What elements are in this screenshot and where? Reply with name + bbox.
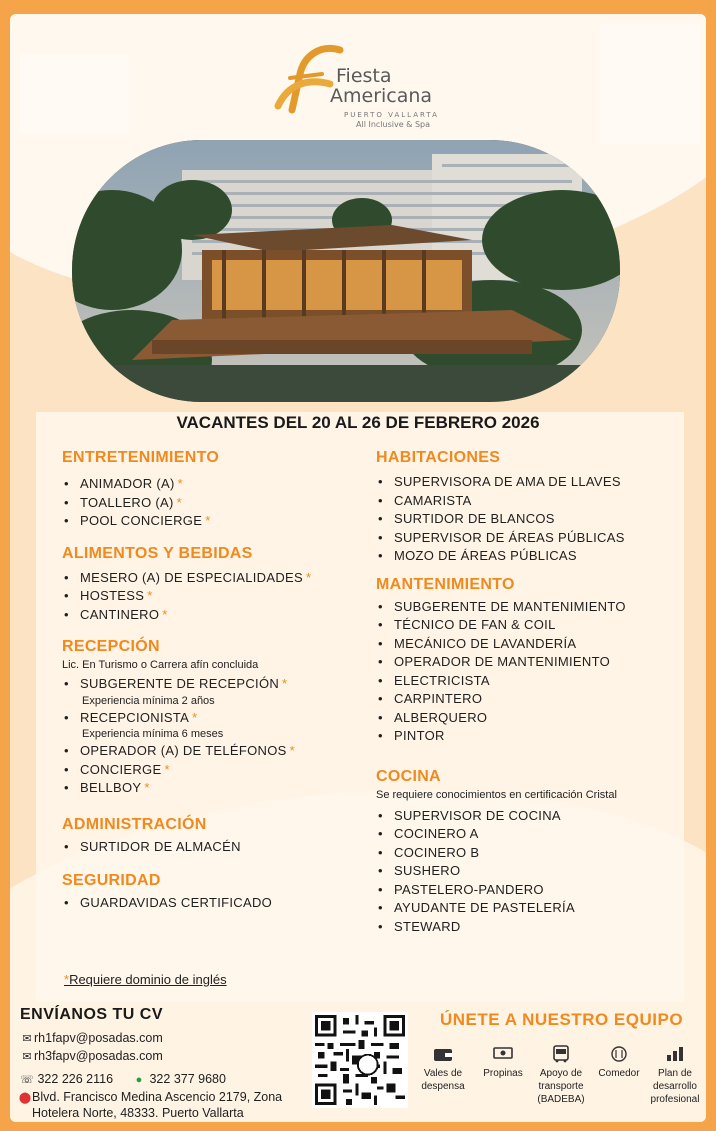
mail-icon: ✉ <box>22 1051 32 1063</box>
brand-tagline: All Inclusive & Spa <box>356 120 431 129</box>
whatsapp-icon: ● <box>135 1074 143 1086</box>
job-item: • COCINERO A <box>376 825 686 844</box>
job-item: • POOL CONCIERGE * <box>62 512 362 531</box>
job-item: • MOZO DE ÁREAS PÚBLICAS <box>376 547 686 566</box>
job-item: • BELLBOY * <box>62 779 362 798</box>
whatsapp-number[interactable]: 322 377 9680 <box>149 1072 226 1086</box>
job-item: • OPERADOR (A) DE TELÉFONOS * <box>62 742 362 761</box>
email-1[interactable] <box>20 1031 163 1045</box>
job-item: • MECÁNICO DE LAVANDERÍA <box>376 635 686 654</box>
address-line2: Hotelera Norte, 48333. Puerto Vallarta <box>32 1106 244 1120</box>
job-item: • SUPERVISORA DE AMA DE LLAVES <box>376 473 686 492</box>
english-required-mark: * <box>282 676 288 691</box>
english-required-mark: * <box>289 743 295 758</box>
email-1-text: rh1fapv@posadas.com <box>34 1031 163 1045</box>
section-title-cocina: COCINA <box>376 767 441 785</box>
wallet-icon <box>432 1045 454 1063</box>
english-required-mark: * <box>192 709 198 725</box>
job-item: • AYUDANTE DE PASTELERÍA <box>376 899 686 918</box>
map-pin-icon: ⬤ <box>18 1092 32 1104</box>
english-required-mark: * <box>205 513 211 528</box>
job-list-alimentos <box>62 569 362 625</box>
benefit-comedor: Comedor <box>588 1045 650 1080</box>
phone-icon: ☏ <box>20 1074 34 1086</box>
english-required-mark: * <box>176 494 183 510</box>
section-title-mantenimiento: MANTENIMIENTO <box>376 575 515 593</box>
bus-icon <box>550 1045 572 1063</box>
job-item: • ANIMADOR (A) * <box>62 475 362 494</box>
job-requirement: Experiencia mínima 6 meses <box>82 728 224 740</box>
job-item: • CAMARISTA <box>376 492 686 511</box>
job-item: • CANTINERO * <box>62 606 362 625</box>
english-required-mark: * <box>305 569 312 585</box>
hotel-photo-illustration <box>72 140 620 402</box>
job-item: • HOSTESS * <box>62 587 362 606</box>
join-team-title: ÚNETE A NUESTRO EQUIPO <box>440 1010 684 1029</box>
job-item: • GUARDAVIDAS CERTIFICADO <box>62 894 362 913</box>
job-item: • SUPERVISOR DE ÁREAS PÚBLICAS <box>376 529 686 548</box>
section-title-habitaciones: HABITACIONES <box>376 449 501 466</box>
benefit-vales: Vales de despensa <box>412 1045 474 1093</box>
benefit-plan: Plan de desarrollo profesional <box>644 1045 706 1106</box>
section-title-alimentos: ALIMENTOS Y BEBIDAS <box>62 544 253 562</box>
english-required-mark: * <box>162 606 168 622</box>
growth-icon <box>664 1045 686 1063</box>
job-list-entretenimiento <box>62 475 362 531</box>
job-item: • SUBGERENTE DE MANTENIMIENTO <box>376 598 686 617</box>
benefit-propinas: Propinas <box>472 1045 534 1080</box>
job-list-cocina <box>376 807 686 937</box>
job-list-administracion <box>62 838 362 857</box>
english-required-mark: * <box>177 476 183 491</box>
phone-line <box>20 1072 226 1086</box>
english-required-mark: * <box>147 588 153 603</box>
send-cv-title: ENVÍANOS TU CV <box>20 1006 164 1023</box>
job-list-recepcion <box>62 675 362 798</box>
address <box>18 1090 282 1121</box>
job-item: • PASTELERO-PANDERO <box>376 881 686 900</box>
job-item: • COCINERO B <box>376 844 686 863</box>
job-item: • SURTIDOR DE ALMACÉN <box>62 838 362 857</box>
job-item: • CONCIERGE * <box>62 761 362 780</box>
footnote-mark: * <box>64 972 70 987</box>
address-line1: Blvd. Francisco Medina Ascencio 2179, Zona <box>32 1090 283 1104</box>
vacancies-headline: VACANTES DEL 20 AL 26 DE FEBRERO 2026 <box>176 413 540 432</box>
english-footnote <box>64 972 227 987</box>
brand-location: PUERTO VALLARTA <box>344 111 439 119</box>
mail-icon: ✉ <box>22 1033 32 1045</box>
section-title-administracion: ADMINISTRACIÓN <box>62 815 207 833</box>
job-item: • CARPINTERO <box>376 690 686 709</box>
hotel-photo <box>72 140 620 402</box>
english-required-mark: * <box>144 780 150 795</box>
job-item: • ALBERQUERO <box>376 709 686 728</box>
section-title-entretenimiento: ENTRETENIMIENTO <box>62 449 220 466</box>
section-title-seguridad: SEGURIDAD <box>62 872 161 889</box>
job-item: • TÉCNICO DE FAN & COIL <box>376 616 686 635</box>
english-required-mark: * <box>164 761 170 777</box>
job-list-habitaciones <box>376 473 686 566</box>
job-item: • PINTOR <box>376 727 686 746</box>
job-item: • RECEPCIONISTA * <box>62 709 362 728</box>
email-2-text: rh3fapv@posadas.com <box>34 1049 163 1063</box>
brand-logo <box>270 44 460 136</box>
benefit-transporte: Apoyo de transporte (BADEBA) <box>530 1045 592 1106</box>
job-item: • TOALLERO (A) * <box>62 494 362 513</box>
job-requirement: Experiencia mínima 2 años <box>82 694 215 707</box>
qr-code[interactable] <box>312 1012 408 1108</box>
section-note-recepcion: Lic. En Turismo o Carrera afín concluida <box>62 659 259 671</box>
background-block <box>600 24 700 144</box>
dining-icon <box>608 1045 630 1063</box>
section-note-cocina: Se requiere conocimientos en certificación Cristal <box>376 788 617 801</box>
qr-code-icon <box>315 1015 405 1105</box>
logo-text <box>330 65 439 129</box>
right-column <box>376 449 686 936</box>
job-item: • SURTIDOR DE BLANCOS <box>376 510 686 529</box>
brand-name-line2: Americana <box>330 85 433 107</box>
job-item: • SUBGERENTE DE RECEPCIÓN * <box>62 675 362 694</box>
brand-name-line1: Fiesta <box>336 65 392 87</box>
job-item: • STEWARD <box>376 918 686 937</box>
email-2[interactable] <box>20 1049 163 1063</box>
background-block <box>20 54 130 134</box>
section-title-recepcion: RECEPCIÓN <box>62 638 160 655</box>
phone-number[interactable]: 322 226 2116 <box>37 1072 114 1086</box>
job-item: • MESERO (A) DE ESPECIALIDADES * <box>62 569 362 588</box>
job-item: • OPERADOR DE MANTENIMIENTO <box>376 653 686 672</box>
job-list-mantenimiento <box>376 598 686 746</box>
job-item: • SUPERVISOR DE COCINA <box>376 807 686 826</box>
cash-icon <box>492 1045 514 1063</box>
footnote-text: Requiere dominio de inglés <box>69 972 227 987</box>
job-list-seguridad <box>62 894 362 913</box>
left-column <box>62 449 362 913</box>
job-item: • SUSHERO <box>376 862 686 881</box>
job-item: • ELECTRICISTA <box>376 672 686 691</box>
